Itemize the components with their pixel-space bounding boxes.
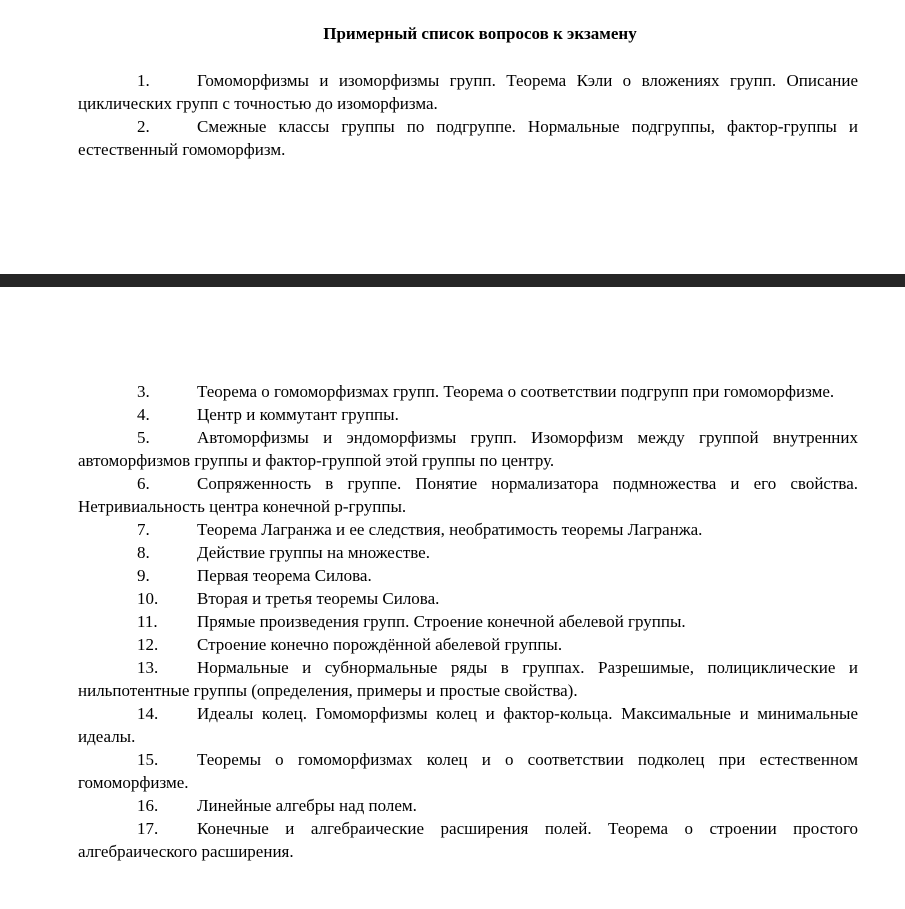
item-number: 17. bbox=[137, 819, 159, 838]
item-text: Строение конечно порождённой абелевой группы. bbox=[197, 635, 563, 654]
item-text: Гомоморфизмы и изоморфизмы групп. Теорема Кэли о вложениях групп. Описание циклических групп с точностью до изоморфизма. bbox=[78, 71, 858, 113]
item-text: Теорема о гомоморфизмах групп. Теорема о соответствии подгрупп при гомоморфизме. bbox=[197, 382, 835, 401]
list-item bbox=[78, 656, 858, 702]
list-item bbox=[78, 587, 858, 610]
list-item bbox=[78, 380, 858, 403]
item-text: Вторая и третья теоремы Силова. bbox=[197, 589, 440, 608]
page-divider-bar bbox=[0, 274, 905, 287]
list-item bbox=[78, 817, 858, 863]
item-number: 8. bbox=[137, 543, 150, 562]
list-item bbox=[78, 403, 858, 426]
item-number: 7. bbox=[137, 520, 150, 539]
item-number: 4. bbox=[137, 405, 150, 424]
item-number: 1. bbox=[137, 71, 150, 90]
list-item bbox=[78, 541, 858, 564]
list-item bbox=[78, 115, 858, 161]
item-text: Конечные и алгебраические расширения полей. Теорема о строении простого алгебраического расширения. bbox=[78, 819, 858, 861]
item-text: Автоморфизмы и эндоморфизмы групп. Изоморфизм между группой внутренних автоморфизмов группы и фактор-группой этой группы по центру. bbox=[78, 428, 858, 470]
item-number: 2. bbox=[137, 117, 150, 136]
item-text: Первая теорема Силова. bbox=[197, 566, 372, 585]
item-number: 13. bbox=[137, 658, 159, 677]
item-number: 3. bbox=[137, 382, 150, 401]
item-number: 14. bbox=[137, 704, 159, 723]
list-item bbox=[78, 472, 858, 518]
list-item bbox=[78, 518, 858, 541]
item-number: 5. bbox=[137, 428, 150, 447]
list-item bbox=[78, 748, 858, 794]
list-item bbox=[78, 633, 858, 656]
document-title: Примерный список вопросов к экзамену bbox=[323, 24, 637, 43]
item-text: Теорема Лагранжа и ее следствия, необратимость теоремы Лагранжа. bbox=[197, 520, 703, 539]
question-list-top bbox=[78, 69, 858, 161]
item-number: 16. bbox=[137, 796, 159, 815]
item-text: Сопряженность в группе. Понятие нормализатора подмножества и его свойства. Нетривиальность центра конечной p-группы. bbox=[78, 474, 858, 516]
item-number: 9. bbox=[137, 566, 150, 585]
item-text: Нормальные и субнормальные ряды в группах. Разрешимые, полициклические и нильпотентные группы (определения, примеры и простые свойства). bbox=[78, 658, 858, 700]
item-number: 15. bbox=[137, 750, 159, 769]
item-text: Прямые произведения групп. Строение конечной абелевой группы. bbox=[197, 612, 686, 631]
question-list-bottom bbox=[78, 380, 858, 863]
list-item bbox=[78, 610, 858, 633]
item-text: Действие группы на множестве. bbox=[197, 543, 430, 562]
item-number: 6. bbox=[137, 474, 150, 493]
item-text: Теоремы о гомоморфизмах колец и о соответствии подколец при естественном гомоморфизме. bbox=[78, 750, 858, 792]
list-item bbox=[78, 794, 858, 817]
item-text: Линейные алгебры над полем. bbox=[197, 796, 417, 815]
item-number: 10. bbox=[137, 589, 159, 608]
list-item bbox=[78, 426, 858, 472]
item-number: 11. bbox=[137, 612, 158, 631]
item-text: Идеалы колец. Гомоморфизмы колец и фактор-кольца. Максимальные и минимальные идеалы. bbox=[78, 704, 858, 746]
item-text: Смежные классы группы по подгруппе. Нормальные подгруппы, фактор-группы и естественный гомоморфизм. bbox=[78, 117, 858, 159]
list-item bbox=[78, 564, 858, 587]
list-item bbox=[78, 702, 858, 748]
list-item bbox=[78, 69, 858, 115]
item-number: 12. bbox=[137, 635, 159, 654]
item-text: Центр и коммутант группы. bbox=[197, 405, 399, 424]
